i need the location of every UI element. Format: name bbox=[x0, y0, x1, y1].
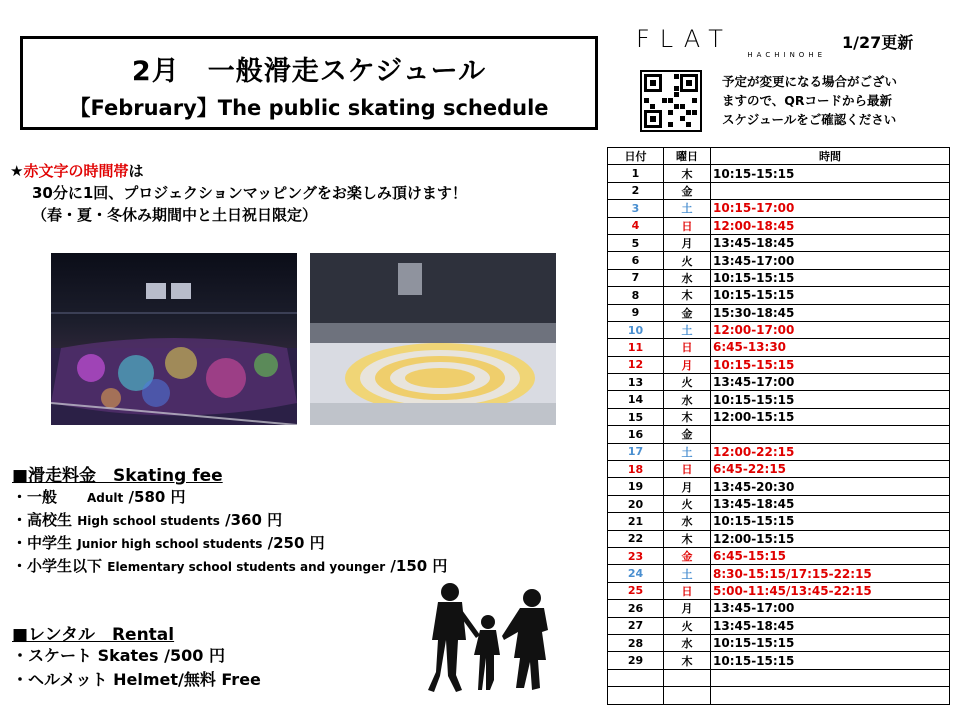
schedule-time: 12:00-15:15 bbox=[711, 408, 950, 425]
schedule-row bbox=[608, 495, 950, 512]
schedule-date: 3 bbox=[608, 200, 664, 217]
schedule-date: 26 bbox=[608, 600, 664, 617]
skating-schedule-table bbox=[607, 147, 950, 705]
schedule-weekday: 日 bbox=[664, 339, 711, 356]
schedule-date: 16 bbox=[608, 426, 664, 443]
schedule-date: 27 bbox=[608, 617, 664, 634]
schedule-row bbox=[608, 582, 950, 599]
schedule-time: 13:45-20:30 bbox=[711, 478, 950, 495]
schedule-date: 15 bbox=[608, 408, 664, 425]
star-mark: ★ bbox=[10, 162, 24, 180]
schedule-date: 14 bbox=[608, 391, 664, 408]
schedule-row bbox=[608, 287, 950, 304]
flat-hachinohe-logo bbox=[636, 25, 826, 59]
schedule-time: 12:00-17:00 bbox=[711, 321, 950, 338]
schedule-time bbox=[711, 426, 950, 443]
schedule-date: 18 bbox=[608, 461, 664, 478]
schedule-weekday: 月 bbox=[664, 234, 711, 251]
schedule-time: 13:45-17:00 bbox=[711, 600, 950, 617]
schedule-date: 25 bbox=[608, 582, 664, 599]
schedule-time: 6:45-13:30 bbox=[711, 339, 950, 356]
schedule-time: 15:30-18:45 bbox=[711, 304, 950, 321]
schedule-row bbox=[608, 652, 950, 669]
notice-line: 予定が変更になる場合がござい bbox=[722, 74, 898, 89]
header-date: 日付 bbox=[608, 148, 664, 165]
rental-title: ■レンタル Rental bbox=[12, 625, 175, 645]
schedule-weekday: 火 bbox=[664, 617, 711, 634]
schedule-time: 10:15-15:15 bbox=[711, 269, 950, 286]
skating-family-silhouette bbox=[420, 580, 570, 700]
schedule-time: 13:45-18:45 bbox=[711, 617, 950, 634]
schedule-weekday: 水 bbox=[664, 513, 711, 530]
rental-list bbox=[12, 644, 261, 692]
schedule-weekday: 木 bbox=[664, 530, 711, 547]
schedule-weekday: 月 bbox=[664, 356, 711, 373]
schedule-weekday: 木 bbox=[664, 652, 711, 669]
schedule-row bbox=[608, 478, 950, 495]
schedule-row bbox=[608, 600, 950, 617]
schedule-weekday: 月 bbox=[664, 478, 711, 495]
schedule-date bbox=[608, 669, 664, 686]
rental-item: ・ヘルメット Helmet/無料 Free bbox=[12, 670, 261, 689]
schedule-time: 10:15-17:00 bbox=[711, 200, 950, 217]
schedule-weekday: 木 bbox=[664, 165, 711, 182]
fee-row: ・中学生 Junior high school students /250 円 bbox=[12, 534, 325, 552]
schedule-row bbox=[608, 547, 950, 564]
schedule-row bbox=[608, 182, 950, 199]
schedule-weekday: 金 bbox=[664, 426, 711, 443]
fee-row: ・高校生 High school students /360 円 bbox=[12, 511, 283, 529]
schedule-time bbox=[711, 182, 950, 199]
schedule-date: 28 bbox=[608, 634, 664, 651]
schedule-date: 6 bbox=[608, 252, 664, 269]
header-time: 時間 bbox=[711, 148, 950, 165]
fee-row: ・一般 Adult /580 円 bbox=[12, 488, 186, 506]
schedule-row bbox=[608, 217, 950, 234]
header-weekday: 曜日 bbox=[664, 148, 711, 165]
red-time-suffix: は bbox=[128, 162, 144, 180]
schedule-row bbox=[608, 269, 950, 286]
schedule-row bbox=[608, 530, 950, 547]
notice-line: スケジュールをご確認ください bbox=[722, 112, 897, 127]
schedule-weekday: 金 bbox=[664, 547, 711, 564]
page-subtitle: 【February】The public skating schedule bbox=[69, 96, 549, 120]
schedule-time: 12:00-22:15 bbox=[711, 443, 950, 460]
schedule-date: 20 bbox=[608, 495, 664, 512]
red-time-label: 赤文字の時間帯 bbox=[23, 162, 129, 180]
logo-main-text: FLAT bbox=[636, 25, 733, 53]
logo-sub-text: HACHINOHE bbox=[747, 51, 826, 59]
schedule-date: 7 bbox=[608, 269, 664, 286]
rental-item: ・スケート Skates /500 円 bbox=[12, 646, 225, 665]
schedule-time: 10:15-15:15 bbox=[711, 652, 950, 669]
schedule-row bbox=[608, 687, 950, 704]
schedule-date: 9 bbox=[608, 304, 664, 321]
schedule-time: 13:45-17:00 bbox=[711, 374, 950, 391]
schedule-date: 23 bbox=[608, 547, 664, 564]
schedule-time: 13:45-17:00 bbox=[711, 252, 950, 269]
schedule-weekday: 火 bbox=[664, 495, 711, 512]
schedule-weekday: 木 bbox=[664, 287, 711, 304]
schedule-time: 13:45-18:45 bbox=[711, 234, 950, 251]
schedule-date: 29 bbox=[608, 652, 664, 669]
schedule-time: 10:15-15:15 bbox=[711, 391, 950, 408]
schedule-date: 4 bbox=[608, 217, 664, 234]
schedule-weekday: 水 bbox=[664, 634, 711, 651]
schedule-date: 17 bbox=[608, 443, 664, 460]
schedule-row bbox=[608, 669, 950, 686]
schedule-weekday: 火 bbox=[664, 374, 711, 391]
schedule-date: 10 bbox=[608, 321, 664, 338]
page-title: 2月 一般滑走スケジュール bbox=[131, 56, 487, 87]
schedule-row bbox=[608, 339, 950, 356]
schedule-row bbox=[608, 391, 950, 408]
schedule-notice bbox=[722, 72, 942, 129]
rink-photo-colorful-projection bbox=[51, 253, 297, 425]
schedule-weekday: 水 bbox=[664, 269, 711, 286]
skating-fee-title: ■滑走料金 Skating fee bbox=[12, 466, 223, 486]
schedule-row bbox=[608, 634, 950, 651]
schedule-date: 12 bbox=[608, 356, 664, 373]
schedule-date bbox=[608, 687, 664, 704]
schedule-weekday: 日 bbox=[664, 217, 711, 234]
schedule-date: 13 bbox=[608, 374, 664, 391]
schedule-date: 8 bbox=[608, 287, 664, 304]
schedule-time: 8:30-15:15/17:15-22:15 bbox=[711, 565, 950, 582]
schedule-row bbox=[608, 426, 950, 443]
schedule-row bbox=[608, 304, 950, 321]
schedule-date: 22 bbox=[608, 530, 664, 547]
schedule-time bbox=[711, 669, 950, 686]
schedule-weekday: 金 bbox=[664, 304, 711, 321]
schedule-weekday: 火 bbox=[664, 252, 711, 269]
schedule-weekday: 日 bbox=[664, 582, 711, 599]
schedule-date: 2 bbox=[608, 182, 664, 199]
schedule-weekday: 木 bbox=[664, 408, 711, 425]
schedule-time: 6:45-15:15 bbox=[711, 547, 950, 564]
schedule-row bbox=[608, 321, 950, 338]
skating-fee-list bbox=[12, 486, 447, 578]
schedule-weekday bbox=[664, 669, 711, 686]
schedule-weekday: 土 bbox=[664, 321, 711, 338]
update-date: 1/27更新 bbox=[842, 33, 914, 52]
projection-mapping-note bbox=[10, 160, 467, 226]
schedule-time: 10:15-15:15 bbox=[711, 165, 950, 182]
schedule-row bbox=[608, 408, 950, 425]
schedule-time: 12:00-15:15 bbox=[711, 530, 950, 547]
schedule-time: 13:45-18:45 bbox=[711, 495, 950, 512]
schedule-weekday: 土 bbox=[664, 565, 711, 582]
schedule-row bbox=[608, 200, 950, 217]
schedule-weekday: 日 bbox=[664, 461, 711, 478]
schedule-weekday: 月 bbox=[664, 600, 711, 617]
schedule-weekday: 金 bbox=[664, 182, 711, 199]
schedule-date: 11 bbox=[608, 339, 664, 356]
schedule-date: 21 bbox=[608, 513, 664, 530]
schedule-row bbox=[608, 461, 950, 478]
schedule-time: 12:00-18:45 bbox=[711, 217, 950, 234]
schedule-row bbox=[608, 374, 950, 391]
schedule-weekday: 土 bbox=[664, 443, 711, 460]
schedule-weekday: 土 bbox=[664, 200, 711, 217]
schedule-time: 10:15-15:15 bbox=[711, 513, 950, 530]
schedule-time: 10:15-15:15 bbox=[711, 356, 950, 373]
schedule-time bbox=[711, 687, 950, 704]
schedule-date: 19 bbox=[608, 478, 664, 495]
schedule-time: 10:15-15:15 bbox=[711, 634, 950, 651]
schedule-time: 6:45-22:15 bbox=[711, 461, 950, 478]
schedule-weekday: 水 bbox=[664, 391, 711, 408]
rink-photo-maze-projection bbox=[310, 253, 556, 425]
qr-code[interactable] bbox=[640, 70, 702, 132]
title-box bbox=[20, 36, 598, 130]
schedule-header-row bbox=[608, 148, 950, 165]
schedule-date: 5 bbox=[608, 234, 664, 251]
schedule-row bbox=[608, 252, 950, 269]
schedule-row bbox=[608, 234, 950, 251]
schedule-row bbox=[608, 565, 950, 582]
schedule-date: 1 bbox=[608, 165, 664, 182]
schedule-time: 10:15-15:15 bbox=[711, 287, 950, 304]
schedule-time: 5:00-11:45/13:45-22:15 bbox=[711, 582, 950, 599]
projection-line: 30分に1回、プロジェクションマッピングをお楽しみ頂けます！ bbox=[32, 184, 467, 202]
schedule-row bbox=[608, 617, 950, 634]
schedule-row bbox=[608, 443, 950, 460]
period-line: （春・夏・冬休み期間中と土日祝日限定） bbox=[32, 206, 318, 224]
schedule-weekday bbox=[664, 687, 711, 704]
schedule-date: 24 bbox=[608, 565, 664, 582]
schedule-row bbox=[608, 513, 950, 530]
fee-row: ・小学生以下 Elementary school students and younger /150 円 bbox=[12, 557, 448, 575]
notice-line: ますので、QRコードから最新 bbox=[722, 93, 893, 108]
schedule-row bbox=[608, 165, 950, 182]
schedule-row bbox=[608, 356, 950, 373]
